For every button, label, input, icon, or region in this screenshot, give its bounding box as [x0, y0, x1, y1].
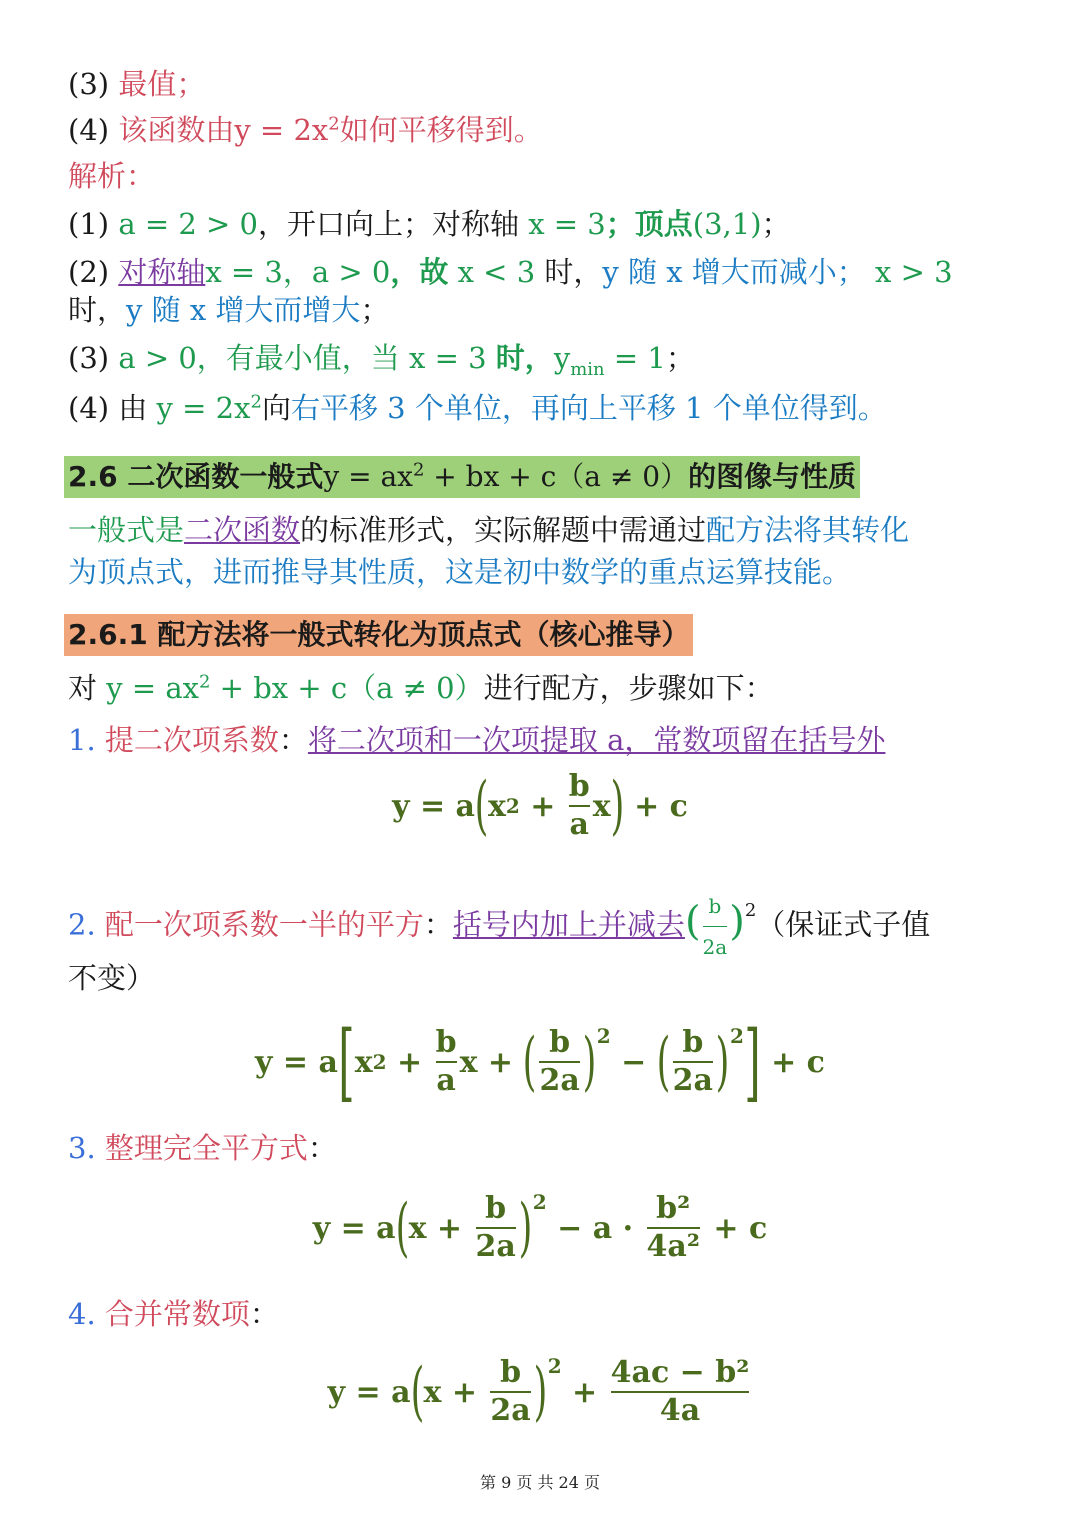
eq-term: x	[459, 1044, 478, 1080]
step-2	[68, 886, 1020, 967]
step-1	[68, 720, 1020, 760]
left-bracket: [	[338, 1013, 355, 1111]
question-text: 该函数由	[118, 113, 235, 147]
colon: ：	[249, 1297, 279, 1331]
denominator: 2a	[672, 1063, 713, 1098]
fraction	[673, 1026, 713, 1098]
right-paren: )	[729, 898, 745, 945]
numerator: 4ac − b²	[610, 1355, 750, 1390]
exponent: 2	[412, 459, 425, 481]
eq-term: y = a	[312, 1210, 396, 1246]
intro-text: 一般式是	[68, 513, 185, 547]
answer-text: ，	[282, 255, 312, 289]
right-paren: )	[582, 1025, 597, 1099]
answer-number: (4)	[68, 391, 110, 425]
right-bracket: ]	[744, 1013, 761, 1111]
answer-text: 右平移 3 个单位，再向上平移 1 个单位得到。	[290, 391, 887, 425]
step-desc: 括号内加上并减去	[452, 907, 685, 942]
colon: ：	[423, 907, 453, 942]
step-label: 配一次项系数一半的平方	[104, 907, 424, 942]
answer-text: 对称轴	[118, 255, 206, 289]
left-paren: (	[656, 1025, 671, 1099]
colon: ：	[307, 1131, 337, 1165]
answer-2-line-2	[68, 290, 1020, 330]
heading-text: 的图像与性质	[688, 460, 857, 493]
question-text: 如何平移得到。	[339, 113, 543, 147]
answer-text: ；顶点	[605, 207, 693, 241]
denominator: 4a	[659, 1393, 701, 1428]
numerator: b	[568, 769, 590, 804]
section-heading-2-6-1: 2.6.1 配方法将一般式转化为顶点式（核心推导）	[64, 614, 693, 656]
eq-term: +	[386, 1044, 433, 1080]
exponent: 2	[596, 1024, 611, 1048]
fraction	[539, 1026, 579, 1098]
answer-number: (3)	[68, 341, 110, 375]
step-intro-text: 进行配方，步骤如下：	[483, 671, 774, 705]
intro-text: 的标准形式，实际解题中需通过	[300, 513, 707, 547]
equation: x = 3	[205, 255, 283, 289]
eq-term: − a ·	[546, 1210, 644, 1246]
numerator: b²	[656, 1191, 691, 1226]
intro-text: 配方法将其转化	[706, 513, 910, 547]
intro-line-2: 为顶点式，进而推导其性质，这是初中数学的重点运算技能。	[68, 555, 852, 589]
step-2-note-cont: 不变）	[68, 961, 156, 995]
step-number: 2.	[68, 907, 96, 942]
colon: ：	[278, 723, 308, 757]
answer-text: 时，	[495, 341, 554, 375]
subscript: min	[570, 358, 605, 380]
step-number: 1.	[68, 723, 96, 757]
fraction	[436, 1026, 457, 1098]
equation-step-4	[0, 1356, 1080, 1428]
exponent: 2	[250, 391, 262, 413]
answer-number: (1)	[68, 207, 110, 241]
denominator: 2a	[490, 1393, 531, 1428]
numerator: b	[485, 1191, 507, 1226]
eq-term: x	[487, 788, 506, 824]
eq-term: + c	[702, 1210, 768, 1246]
numerator: b	[682, 1025, 704, 1060]
fraction	[647, 1192, 700, 1264]
eq-term: +	[561, 1374, 608, 1410]
section-heading-2-6	[64, 456, 860, 498]
equation-step-1: y = a ( x 2 + b a x ) + c	[392, 769, 688, 843]
step-label: 合并常数项	[104, 1297, 250, 1331]
step-label: 整理完全平方式	[104, 1131, 308, 1165]
equation: + bx + c（a ≠ 0）	[210, 671, 484, 705]
eq-term: x +	[408, 1210, 473, 1246]
equation: a = 2 > 0	[118, 207, 258, 241]
eq-term: y = a	[327, 1374, 411, 1410]
equation: a > 0	[311, 255, 391, 289]
answer-text: y 随 x 增大而减小；	[602, 255, 866, 289]
answer-text: 向	[261, 391, 291, 425]
eq-term: y = a	[392, 788, 475, 824]
answer-4	[68, 388, 1020, 428]
equation: a > 0	[118, 341, 197, 375]
answer-text: 时，	[68, 293, 127, 327]
intro-link: 二次函数	[184, 513, 301, 547]
note: （保证式子值	[756, 907, 931, 942]
equation: x = 3	[528, 207, 606, 241]
numerator: b	[500, 1355, 522, 1390]
fraction	[611, 1356, 750, 1428]
intro-line-1	[68, 510, 1020, 550]
eq-term: + c	[760, 1044, 825, 1080]
answer-text: y 随 x 增大而增大	[126, 293, 361, 327]
step-4	[68, 1294, 1020, 1334]
question-3	[68, 64, 1020, 104]
answer-text: 由	[118, 391, 148, 425]
eq-term: +	[477, 1044, 524, 1080]
left-paren: (	[523, 1025, 537, 1099]
equation: y = 2x	[156, 391, 251, 425]
equation: x > 3	[875, 255, 953, 289]
answer-1	[68, 204, 1020, 244]
answer-2-line-1	[68, 252, 1020, 292]
fraction	[703, 886, 728, 967]
question-4	[68, 110, 1020, 150]
left-paren: (	[410, 1355, 424, 1429]
question-text: 最值；	[118, 67, 206, 101]
eq-term: +	[519, 788, 566, 824]
equation: x < 3	[457, 255, 536, 289]
answer-text: ，有最小值，当	[196, 341, 400, 375]
heading-text: 2.6 二次函数一般式	[68, 460, 324, 493]
numerator: b	[708, 894, 722, 918]
answer-text: 时，	[544, 255, 603, 289]
denominator: 2a	[539, 1063, 580, 1098]
denominator: a	[436, 1063, 456, 1098]
denominator: 4a²	[646, 1229, 700, 1264]
equation: + bx + c（a ≠ 0）	[424, 460, 689, 493]
page-footer: 第 9 页 共 24 页	[480, 1473, 600, 1492]
step-number: 3.	[68, 1131, 96, 1165]
exponent: 2	[547, 1354, 562, 1378]
analysis-label: 解析：	[68, 159, 156, 193]
exponent: 2	[729, 1024, 744, 1048]
equation: (3,1)	[692, 207, 762, 241]
exponent: 2	[328, 113, 340, 135]
answer-text: ，开口向上；对称轴	[257, 207, 519, 241]
left-paren: (	[684, 898, 701, 945]
answer-3	[68, 338, 1020, 378]
eq-term: y = a	[255, 1044, 338, 1080]
step-label: 提二次项系数	[104, 723, 279, 757]
fraction	[569, 770, 590, 842]
equation: y	[553, 341, 571, 375]
answer-number: (2)	[68, 255, 110, 289]
right-paren: )	[533, 1355, 548, 1429]
eq-term: x	[354, 1044, 373, 1080]
answer-text: ；	[360, 293, 390, 327]
answer-text: ，故	[390, 255, 449, 289]
eq-term: x	[592, 788, 611, 824]
exponent: 2	[744, 899, 757, 921]
exponent: 2	[532, 1190, 547, 1214]
eq-term: + c	[623, 788, 688, 824]
question-number: (3)	[68, 67, 110, 101]
fraction	[490, 1356, 530, 1428]
eq-term: −	[610, 1044, 657, 1080]
equation-step-3	[0, 1192, 1080, 1264]
answer-text: ；	[761, 207, 791, 241]
right-paren: )	[610, 769, 625, 843]
step-3	[68, 1128, 1020, 1168]
right-paren: )	[518, 1191, 533, 1265]
equation: = 1	[604, 341, 666, 375]
equation: y = 2x	[234, 113, 329, 147]
right-paren: )	[715, 1025, 730, 1099]
equation: y = ax	[106, 671, 199, 705]
equation: y = ax	[323, 460, 413, 493]
denominator: 2a	[475, 1229, 516, 1264]
question-number: (4)	[68, 113, 110, 147]
eq-term: x +	[423, 1374, 488, 1410]
numerator: b	[549, 1025, 571, 1060]
equation: x = 3	[409, 341, 487, 375]
step-number: 4.	[68, 1297, 96, 1331]
step-desc: 将二次项和一次项提取 a，常数项留在括号外	[307, 723, 886, 757]
denominator: 2a	[702, 935, 728, 959]
left-paren: (	[474, 769, 489, 843]
step-intro-text: 对	[68, 671, 98, 705]
numerator: b	[435, 1025, 457, 1060]
denominator: a	[569, 807, 589, 842]
step-intro	[68, 668, 1020, 708]
left-paren: (	[395, 1191, 409, 1265]
equation-step-2: y = a [ x 2 + b a x + ( b 2a ) 2 − ( b 2a ) 2 ] + c	[255, 1013, 825, 1111]
exponent: 2	[199, 671, 211, 693]
fraction	[476, 1192, 516, 1264]
answer-text: ；	[665, 341, 695, 375]
